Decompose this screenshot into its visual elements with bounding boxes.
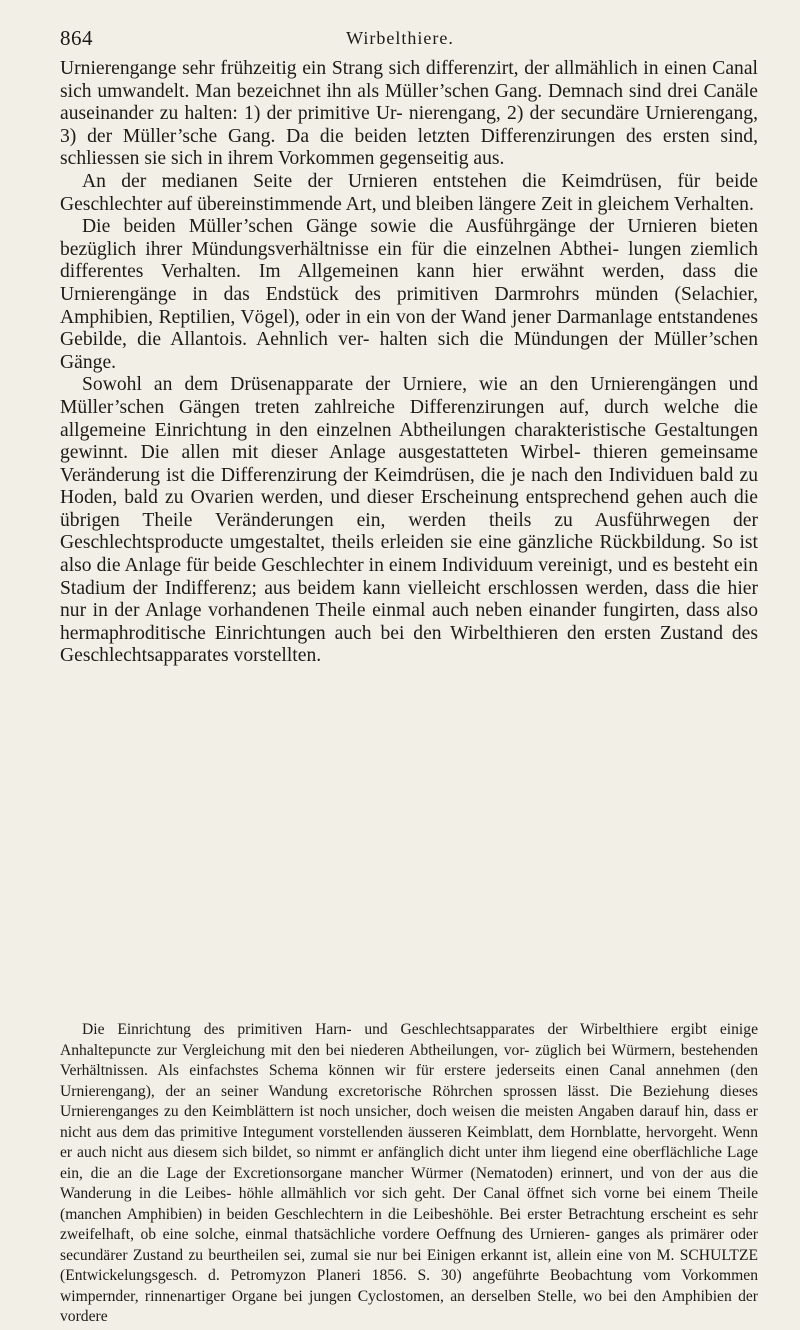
note-section — [60, 1020, 758, 1328]
running-head — [0, 26, 800, 56]
running-title: Wirbelthiere. — [346, 28, 454, 48]
paragraph-2: An der medianen Seite der Urnieren entstehen die Keimdrüsen, für beide Geschlechter auf übereinstimmende Art, und bleiben längere Zeit in gleichem Verhalten. — [60, 170, 758, 215]
paragraph-1: Urnierengange sehr frühzeitig ein Strang sich differenzirt, der allmählich in einen Canal sich umwandelt. Man bezeichnet ihn als Müller’schen Gang. Demnach sind drei Canäle auseinander zu halten: 1) der primitive Ur- nierengang, 2) der secundäre Urnierengang, 3) der Müller’sche Gang. Da die beiden letzten Differenzirungen des ersten sind, schliessen sie sich in ihrem Vorkommen gegenseitig aus. — [60, 58, 758, 170]
paragraph-3: Die beiden Müller’schen Gänge sowie die Ausführgänge der Urnieren bieten bezüglich ihrer Mündungsverhältnisse ein für die einzelnen Abthei- lungen ziemlich differentes Verhalten. Im Allgemeinen kann hier erwähnt werden, dass die Urnierengänge in das Endstück des primitiven Darmrohrs münden (Selachier, Amphibien, Reptilien, Vögel), oder in ein von der Wand jener Darmanlage entstandenes Gebilde, die Allantois. Aehnlich ver- halten sich die Mündungen der Müller’schen Gänge. — [60, 216, 758, 373]
note-paragraph: Die Einrichtung des primitiven Harn- und Geschlechtsapparates der Wirbelthiere ergibt einige Anhaltepuncte zur Vergleichung mit den bei niederen Abtheilungen, vor- züglich bei Würmern, bestehenden Verhältnissen. Als einfachstes Schema können wir für erstere jederseits einen Canal annehmen (den Urnierengang), der an seiner Wandung excretorische Röhrchen sprossen lässt. Die Beziehung dieses Urnierenganges zu den Keimblättern ist noch unsicher, doch weisen die meisten Angaben darauf hin, dass er nicht aus dem das primitive Integument vorstellenden äusseren Keimblatt, dem Hornblatte, hervorgeht. Wenn er auch nicht aus diesem sich bildet, so nimmt er anfänglich dicht unter ihm liegend eine oberflächliche Lage ein, die an die Lage der Excretionsorgane mancher Würmer (Nematoden) erinnert, und von der aus die Wanderung in die Leibes- höhle allmählich vor sich geht. Der Canal öffnet sich vorne bei einem Theile (manchen Amphibien) in beiden Geschlechtern in die Leibeshöhle. Bei erster Betrachtung erscheint es sehr zweifelhaft, ob eine solche, einmal thatsächliche vordere Oeffnung des Urnieren- ganges als primärer oder secundärer Zustand zu beurtheilen sei, zumal sie nur bei Einigen erkannt ist, allein eine von M. SCHULTZE (Entwickelungsgesch. d. Petromyzon Planeri 1856. S. 30) angeführte Beobachtung vom Vorkommen wimpernder, rinnenartiger Organe bei jungen Cyclostomen, an derselben Stelle, wo bei den Amphibien der vordere — [60, 1021, 758, 1325]
paragraph-4: Sowohl an dem Drüsenapparate der Urniere, wie an den Urnierengängen und Müller’schen Gängen treten zahlreiche Differenzirungen auf, durch welche die allgemeine Einrichtung in den einzelnen Abtheilungen charakteristische Gestaltungen gewinnt. Die allen mit dieser Anlage ausgestatteten Wirbel- thieren gemeinsame Veränderung ist die Differenzirung der Keimdrüsen, die je nach den Individuen bald zu Hoden, bald zu Ovarien werden, und dieser Erscheinung entsprechend gehen auch die übrigen Theile Veränderungen ein, werden theils zu Ausführwegen der Geschlechtsproducte umgestaltet, theils erleiden sie eine gänzliche Rückbildung. So ist also die Anlage für beide Geschlechter in einem Individuum vereinigt, und es besteht ein Stadium der Indifferenz; aus beidem kann vielleicht erschlossen werden, dass die hier nur in der Anlage vorhandenen Theile einmal auch neben einander fungirten, dass also hermaphroditische Einrichtungen auch bei den Wirbelthieren den ersten Zustand des Geschlechtsapparates vorstellten. — [60, 374, 758, 667]
page-number: 864 — [60, 26, 93, 50]
main-text — [60, 58, 758, 668]
